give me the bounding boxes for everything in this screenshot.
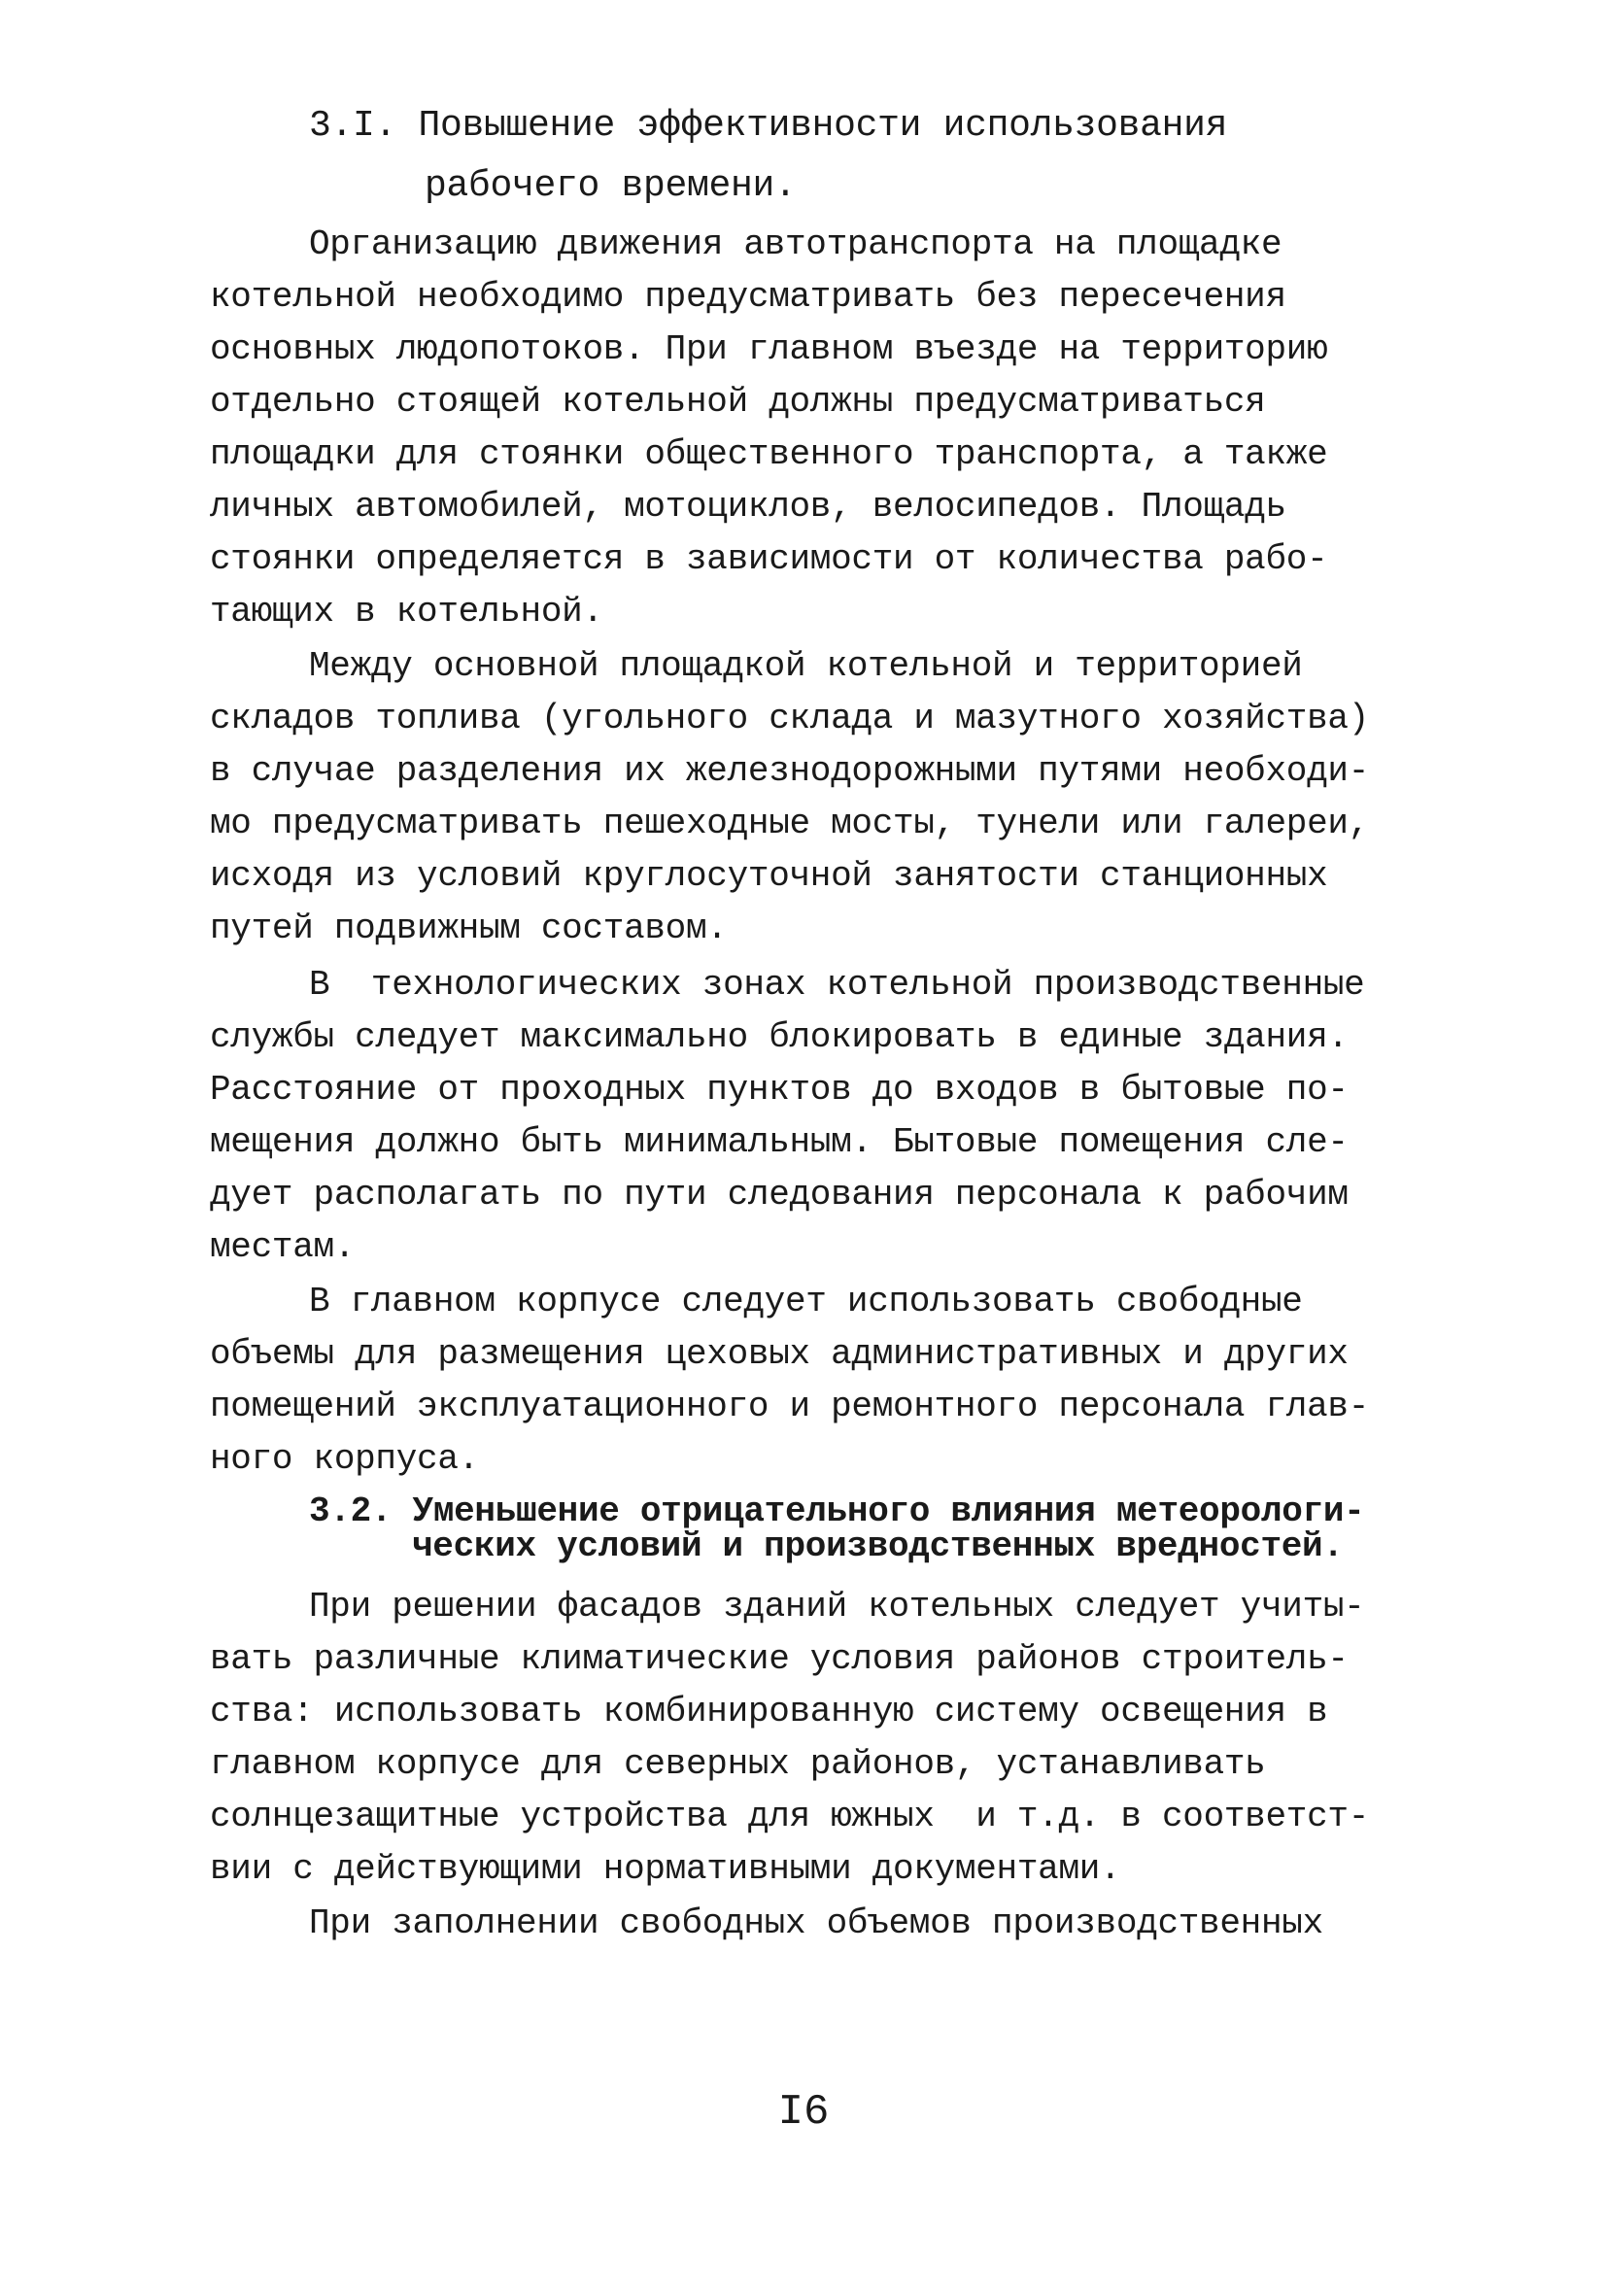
paragraph-line: ства: использовать комбинированную систему освещения в [210, 1692, 1328, 1731]
paragraph-line: солнцезащитные устройства для южных и т.д. в соответст- [210, 1797, 1369, 1836]
paragraph-line: дует располагать по пути следования персонала к рабочим [210, 1175, 1349, 1215]
paragraph-line: При решении фасадов зданий котельных следует учиты- [309, 1587, 1365, 1627]
paragraph-line: площадки для стоянки общественного транспорта, а также [210, 434, 1328, 474]
paragraph-line: вать различные климатические условия районов строитель- [210, 1639, 1349, 1679]
paragraph-line: тающих в котельной. [210, 592, 603, 632]
paragraph-line: вии с действующими нормативными документами. [210, 1849, 1121, 1889]
paragraph-line: Расстояние от проходных пунктов до входов в бытовые по- [210, 1070, 1349, 1110]
paragraph-line: объемы для размещения цеховых административных и других [210, 1334, 1349, 1374]
paragraph-line: В технологических зонах котельной производственные [309, 965, 1365, 1005]
paragraph-line: котельной необходимо предусматривать без пересечения [210, 277, 1286, 317]
section-heading-line-1: 3.I. Повышение эффективности использования [309, 105, 1228, 147]
paragraph-line: в случае разделения их железнодорожными путями необходи- [210, 751, 1369, 791]
paragraph-line: местам. [210, 1227, 356, 1267]
paragraph-line: мо предусматривать пешеходные мосты, тунели или галереи, [210, 804, 1369, 843]
page-number: I6 [777, 2088, 830, 2137]
paragraph-line: стоянки определяется в зависимости от количества рабо- [210, 539, 1328, 579]
paragraph-line: Между основной площадкой котельной и территорией [309, 646, 1303, 686]
paragraph-line: исходя из условий круглосуточной занятости станционных [210, 856, 1328, 896]
paragraph-line: службы следует максимально блокировать в единые здания. [210, 1017, 1349, 1057]
section-heading-line-2: ческих условий и производственных вредностей. [412, 1526, 1344, 1566]
paragraph-line: ного корпуса. [210, 1439, 479, 1479]
paragraph-line: мещения должно быть минимальным. Бытовые помещения сле- [210, 1122, 1349, 1162]
paragraph-line: отдельно стоящей котельной должны предусматриваться [210, 382, 1266, 422]
paragraph-line: При заполнении свободных объемов производственных [309, 1903, 1323, 1943]
paragraph-line: основных людопотоков. При главном въезде на территорию [210, 329, 1328, 369]
section-heading-line-1: 3.2. Уменьшение отрицательного влияния метеорологи- [309, 1491, 1365, 1531]
paragraph-line: помещений эксплуатационного и ремонтного персонала глав- [210, 1387, 1369, 1426]
paragraph-line: складов топлива (угольного склада и мазутного хозяйства) [210, 699, 1369, 738]
paragraph-line: Организацию движения автотранспорта на площадке [309, 224, 1282, 264]
section-heading-line-2: рабочего времени. [425, 165, 797, 207]
paragraph-line: главном корпусе для северных районов, устанавливать [210, 1744, 1266, 1784]
paragraph-line: путей подвижным составом. [210, 908, 728, 948]
paragraph-line: личных автомобилей, мотоциклов, велосипедов. Площадь [210, 487, 1286, 527]
paragraph-line: В главном корпусе следует использовать свободные [309, 1282, 1303, 1321]
